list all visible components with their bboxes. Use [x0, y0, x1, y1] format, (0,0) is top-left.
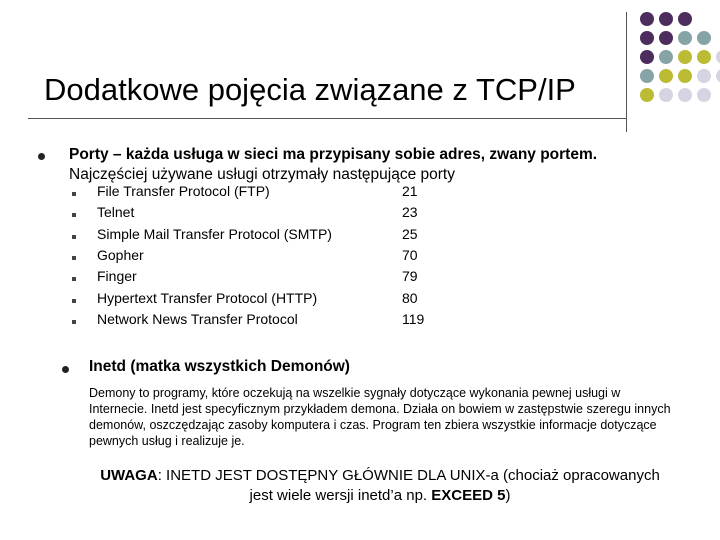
port-list-item [69, 268, 469, 289]
square-bullet-icon [72, 213, 76, 217]
decorative-dot [659, 88, 673, 102]
square-bullet-icon [72, 192, 76, 196]
decorative-dot [640, 12, 654, 26]
warning-example: EXCEED 5 [431, 487, 506, 504]
port-list-item [69, 247, 469, 268]
service-name: Simple Mail Transfer Protocol (SMTP) [97, 225, 332, 242]
service-port: 70 [402, 246, 418, 263]
port-list-item [69, 183, 469, 204]
decorative-dot [697, 31, 711, 45]
vertical-divider [626, 12, 627, 132]
port-list-item [69, 290, 469, 311]
decorative-dot [697, 50, 711, 64]
bullet-icon [62, 366, 69, 373]
port-list-item [69, 226, 469, 247]
square-bullet-icon [72, 256, 76, 260]
decorative-dot [678, 88, 692, 102]
decorative-dot [716, 69, 720, 83]
decorative-dot [697, 88, 711, 102]
decorative-dot [697, 69, 711, 83]
decorative-dot [640, 88, 654, 102]
title-underline [28, 118, 626, 119]
decorative-dot [716, 50, 720, 64]
decorative-dot [678, 31, 692, 45]
decorative-dot [640, 50, 654, 64]
service-name: Telnet [97, 204, 135, 221]
square-bullet-icon [72, 320, 76, 324]
warning-end: ) [505, 487, 511, 504]
port-list-item [69, 311, 469, 332]
service-name: File Transfer Protocol (FTP) [97, 183, 270, 199]
decorative-dot [640, 31, 654, 45]
square-bullet-icon [72, 235, 76, 239]
warning-note [100, 466, 660, 506]
service-port: 25 [402, 225, 418, 242]
warning-text: : INETD JEST DOSTĘPNY GŁÓWNIE DLA UNIX-a (chociaż opracowanych jest wiele wersji inetd’a np. [157, 467, 660, 504]
square-bullet-icon [72, 299, 76, 303]
service-port: 80 [402, 289, 418, 306]
ports-intro-line1: Porty – każda usługa w sieci ma przypisany sobie adres, zwany portem. [69, 146, 598, 163]
service-name: Network News Transfer Protocol [97, 310, 298, 327]
port-list-item [69, 204, 469, 225]
square-bullet-icon [72, 277, 76, 281]
slide-title: Dodatkowe pojęcia związane z TCP/IP [44, 72, 576, 107]
decorative-dot [659, 50, 673, 64]
inetd-title: Inetd (matka wszystkich Demonów) [89, 358, 350, 375]
bullet-icon [38, 153, 45, 160]
decorative-dot [659, 12, 673, 26]
service-name: Finger [97, 268, 137, 285]
decorative-dot [659, 31, 673, 45]
service-port: 21 [402, 183, 418, 199]
decorative-dot [678, 50, 692, 64]
decorative-dot [678, 69, 692, 83]
service-name: Gopher [97, 246, 144, 263]
service-port: 119 [402, 310, 425, 327]
warning-label: UWAGA [100, 467, 158, 484]
service-port: 23 [402, 204, 418, 221]
inetd-description: Demony to programy, które oczekują na wszelkie sygnały dotyczące wykonania pewnej usługi w Internecie. Inetd jest specyficznym przykładem demona. Działa on bowiem w zastępstwie szeregu innych demonów, oszczędzając zasoby komputera i czas. Program ten zbiera wszystkie informacje dotyczące pewnych usług i realizuje je. [89, 386, 671, 448]
decorative-dot [640, 69, 654, 83]
ports-intro-line2: Najczęściej używane usługi otrzymały następujące porty [69, 166, 455, 183]
service-port: 79 [402, 268, 418, 285]
ports-intro [69, 145, 629, 185]
decorative-dot [678, 12, 692, 26]
decorative-dot [659, 69, 673, 83]
service-name: Hypertext Transfer Protocol (HTTP) [97, 289, 318, 306]
